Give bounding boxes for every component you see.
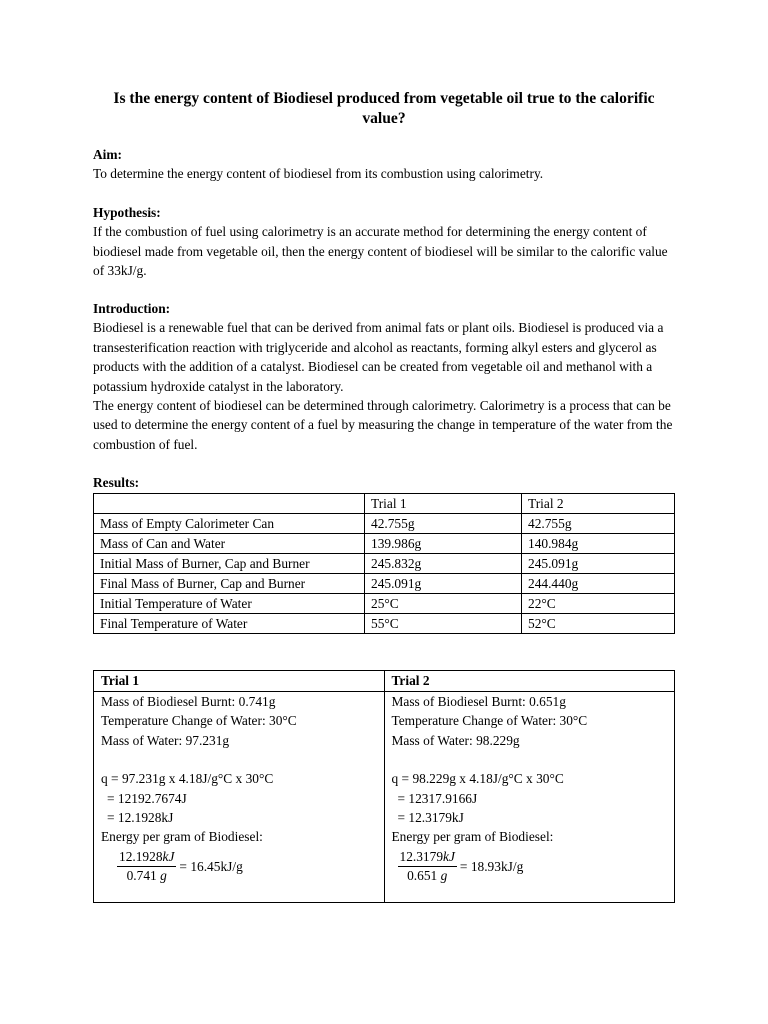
table-cell: Initial Temperature of Water [94, 594, 365, 614]
fraction-numerator [398, 848, 457, 867]
denominator-value: 0.741 [126, 867, 157, 883]
results-table [93, 493, 675, 634]
q-formula-line: q = 98.229g x 4.18J/g°C x 30°C [391, 771, 564, 787]
denominator-value: 0.651 [407, 867, 438, 883]
results-heading: Results: [93, 475, 140, 490]
table-row [94, 534, 675, 554]
fraction-denominator [125, 867, 169, 885]
introduction-paragraph-2: The energy content of biodiesel can be determined through calorimetry. Calorimetry is a process that can be used to determine the energy content of a fuel by measuring the change in temperature of the water from the combustion of fuel. [93, 398, 673, 452]
table-cell: 25°C [365, 594, 522, 614]
denominator-unit: g [440, 867, 448, 883]
q-joules-line: = 12317.9166J [397, 790, 478, 806]
table-cell: Mass of Can and Water [94, 534, 365, 554]
results-section [93, 473, 678, 492]
numerator-unit: kJ [162, 848, 175, 864]
numerator-value: 12.3179 [399, 848, 444, 864]
trial-1-calculation [94, 692, 385, 903]
calculation-body-row [94, 692, 675, 903]
mass-water-line: Mass of Water: 98.229g [391, 732, 520, 748]
hypothesis-text: If the combustion of fuel using calorimetry is an accurate method for determining the energy content of biodiesel made from vegetable oil, then the energy content of biodiesel will be similar to the calorific value of 33kJ/g. [93, 224, 668, 279]
table-cell: 244.440g [522, 574, 675, 594]
table-row [94, 514, 675, 534]
hypothesis-section [93, 203, 678, 281]
fraction-numerator [117, 848, 176, 867]
table-cell: 245.091g [365, 574, 522, 594]
denominator-unit: g [160, 867, 167, 883]
table-cell: Initial Mass of Burner, Cap and Burner [94, 554, 365, 574]
table-cell: 22°C [522, 594, 675, 614]
table-cell: 55°C [365, 614, 522, 634]
table-cell: 42.755g [522, 514, 675, 534]
table-cell: 140.984g [522, 534, 675, 554]
q-kilojoules-line: = 12.1928kJ [107, 810, 174, 826]
temperature-change-line: Temperature Change of Water: 30°C [101, 713, 297, 729]
q-kilojoules-line: = 12.3179kJ [397, 810, 464, 826]
energy-per-gram-equation [101, 848, 377, 885]
q-formula-line: q = 97.231g x 4.18J/g°C x 30°C [101, 771, 274, 787]
mass-burnt-line: Mass of Biodiesel Burnt: 0.741g [101, 694, 276, 709]
energy-result: = 18.93kJ/g [459, 858, 524, 874]
table-cell: Final Temperature of Water [94, 614, 365, 634]
aim-heading: Aim: [93, 147, 123, 162]
hypothesis-heading: Hypothesis: [93, 205, 161, 220]
temperature-change-line: Temperature Change of Water: 30°C [391, 713, 588, 729]
numerator-value: 12.1928 [119, 848, 163, 864]
energy-per-gram-equation [392, 848, 668, 885]
mass-burnt-line: Mass of Biodiesel Burnt: 0.651g [391, 694, 566, 709]
blank-line [101, 750, 377, 769]
calculation-table [93, 670, 675, 903]
table-row [94, 614, 675, 634]
introduction-heading: Introduction: [93, 301, 171, 316]
table-cell: 245.091g [522, 554, 675, 574]
table-header-row [94, 494, 675, 514]
mass-water-line: Mass of Water: 97.231g [101, 732, 230, 748]
table-header-cell: Trial 1 [365, 494, 522, 514]
introduction-paragraph-1: Biodiesel is a renewable fuel that can be derived from animal fats or plant oils. Biodiesel is produced via a transesterification reaction with triglyceride and alcohol as reactants, forming alkyl esters and glycerol as products with the addition of a catalyst. Biodiesel can be created from vegetable oil and methanol with a potassium hydroxide catalyst in the laboratory. [93, 320, 664, 394]
trial-2-calculation [384, 692, 675, 903]
table-row [94, 594, 675, 614]
table-cell: 245.832g [365, 554, 522, 574]
table-row [94, 574, 675, 594]
table-cell: Mass of Empty Calorimeter Can [94, 514, 365, 534]
fraction [117, 848, 176, 885]
calculation-header-row [94, 671, 675, 692]
table-cell: 42.755g [365, 514, 522, 534]
table-cell: 52°C [522, 614, 675, 634]
fraction [398, 848, 457, 885]
energy-result: = 16.45kJ/g [179, 858, 243, 874]
trial-2-heading: Trial 2 [384, 671, 675, 692]
document-title: Is the energy content of Biodiesel produced from vegetable oil true to the calorific value? [113, 90, 655, 127]
table-row [94, 554, 675, 574]
fraction-denominator [405, 867, 449, 885]
aim-section [93, 145, 678, 184]
introduction-section [93, 299, 678, 454]
blank-line [392, 750, 668, 769]
table-cell: Final Mass of Burner, Cap and Burner [94, 574, 365, 594]
q-joules-line: = 12192.7674J [107, 790, 187, 806]
table-header-cell: Trial 2 [522, 494, 675, 514]
numerator-unit: kJ [443, 848, 455, 864]
table-header-cell [94, 494, 365, 514]
table-cell: 139.986g [365, 534, 522, 554]
trial-1-heading: Trial 1 [94, 671, 385, 692]
energy-per-gram-label: Energy per gram of Biodiesel: [391, 829, 554, 845]
energy-per-gram-label: Energy per gram of Biodiesel: [101, 829, 263, 845]
aim-text: To determine the energy content of biodiesel from its combustion using calorimetry. [93, 166, 544, 182]
